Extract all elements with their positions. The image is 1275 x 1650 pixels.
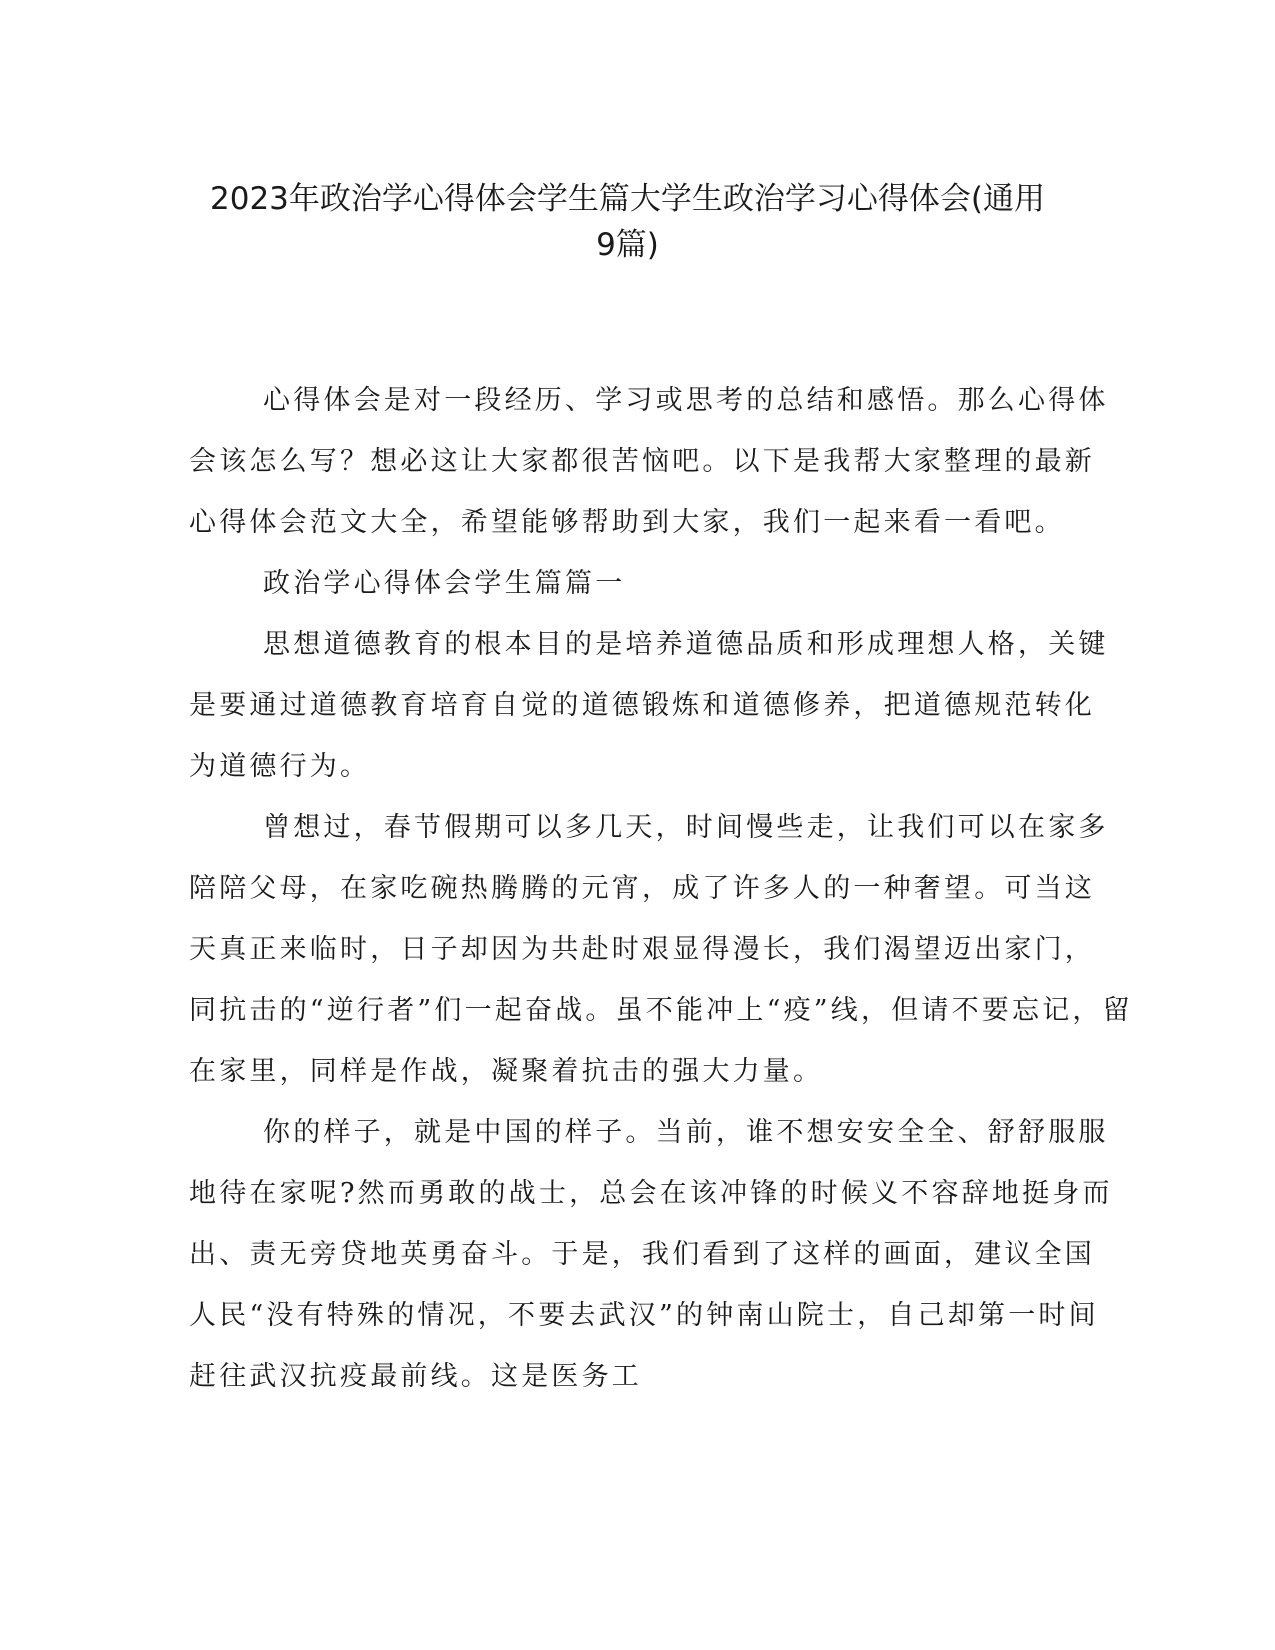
text-line: 心得体会范文大全，希望能够帮助到大家，我们一起来看一看吧。 bbox=[189, 507, 1065, 538]
text-line: 陪陪父母，在家吃碗热腾腾的元宵，成了许多人的一种奢望。可当这 bbox=[189, 873, 1095, 904]
text-line: 心得体会是对一段经历、学习或思考的总结和感悟。那么心得体 bbox=[263, 385, 1109, 416]
text-line: 地待在家呢?然而勇敢的战士，总会在该冲锋的时候义不容辞地挺身而 bbox=[189, 1178, 1113, 1209]
text-line: 曾想过，春节假期可以多几天，时间慢些走，让我们可以在家多 bbox=[263, 812, 1109, 843]
body-paragraph bbox=[189, 1102, 1113, 1407]
body-paragraph bbox=[189, 614, 1109, 797]
text-line: 天真正来临时，日子却因为共赴时艰显得漫长，我们渴望迈出家门， bbox=[189, 934, 1095, 965]
text-line: 为道德行为。 bbox=[189, 751, 371, 782]
text-line: 出、责无旁贷地英勇奋斗。于是，我们看到了这样的画面，建议全国 bbox=[189, 1239, 1095, 1270]
text-line: 会该怎么写？想必这让大家都很苦恼吧。以下是我帮大家整理的最新 bbox=[189, 446, 1095, 477]
text-line: 人民“没有特殊的情况，不要去武汉”的钟南山院士，自己却第一时间 bbox=[189, 1300, 1099, 1331]
document-body bbox=[189, 370, 1133, 1407]
document-title bbox=[180, 176, 1075, 268]
text-line: 政治学心得体会学生篇篇一 bbox=[263, 568, 626, 599]
text-line: 你的样子，就是中国的样子。当前，谁不想安安全全、舒舒服服 bbox=[263, 1117, 1109, 1148]
text-line: 赶往武汉抗疫最前线。这是医务工 bbox=[189, 1361, 642, 1392]
intro-paragraph bbox=[189, 370, 1109, 553]
title-line: 9篇) bbox=[596, 227, 659, 263]
body-paragraph bbox=[189, 797, 1133, 1102]
text-line: 在家里，同样是作战，凝聚着抗击的强大力量。 bbox=[189, 1056, 824, 1087]
text-line: 是要通过道德教育培育自觉的道德锻炼和道德修养，把道德规范转化 bbox=[189, 690, 1095, 721]
text-line: 思想道德教育的根本目的是培养道德品质和形成理想人格，关键 bbox=[263, 629, 1109, 660]
title-line: 2023年政治学心得体会学生篇大学生政治学习心得体会(通用 bbox=[210, 181, 1045, 217]
text-line: 同抗击的“逆行者”们一起奋战。虽不能冲上“疫”线，但请不要忘记，留 bbox=[189, 995, 1133, 1026]
section-heading bbox=[189, 553, 1089, 614]
